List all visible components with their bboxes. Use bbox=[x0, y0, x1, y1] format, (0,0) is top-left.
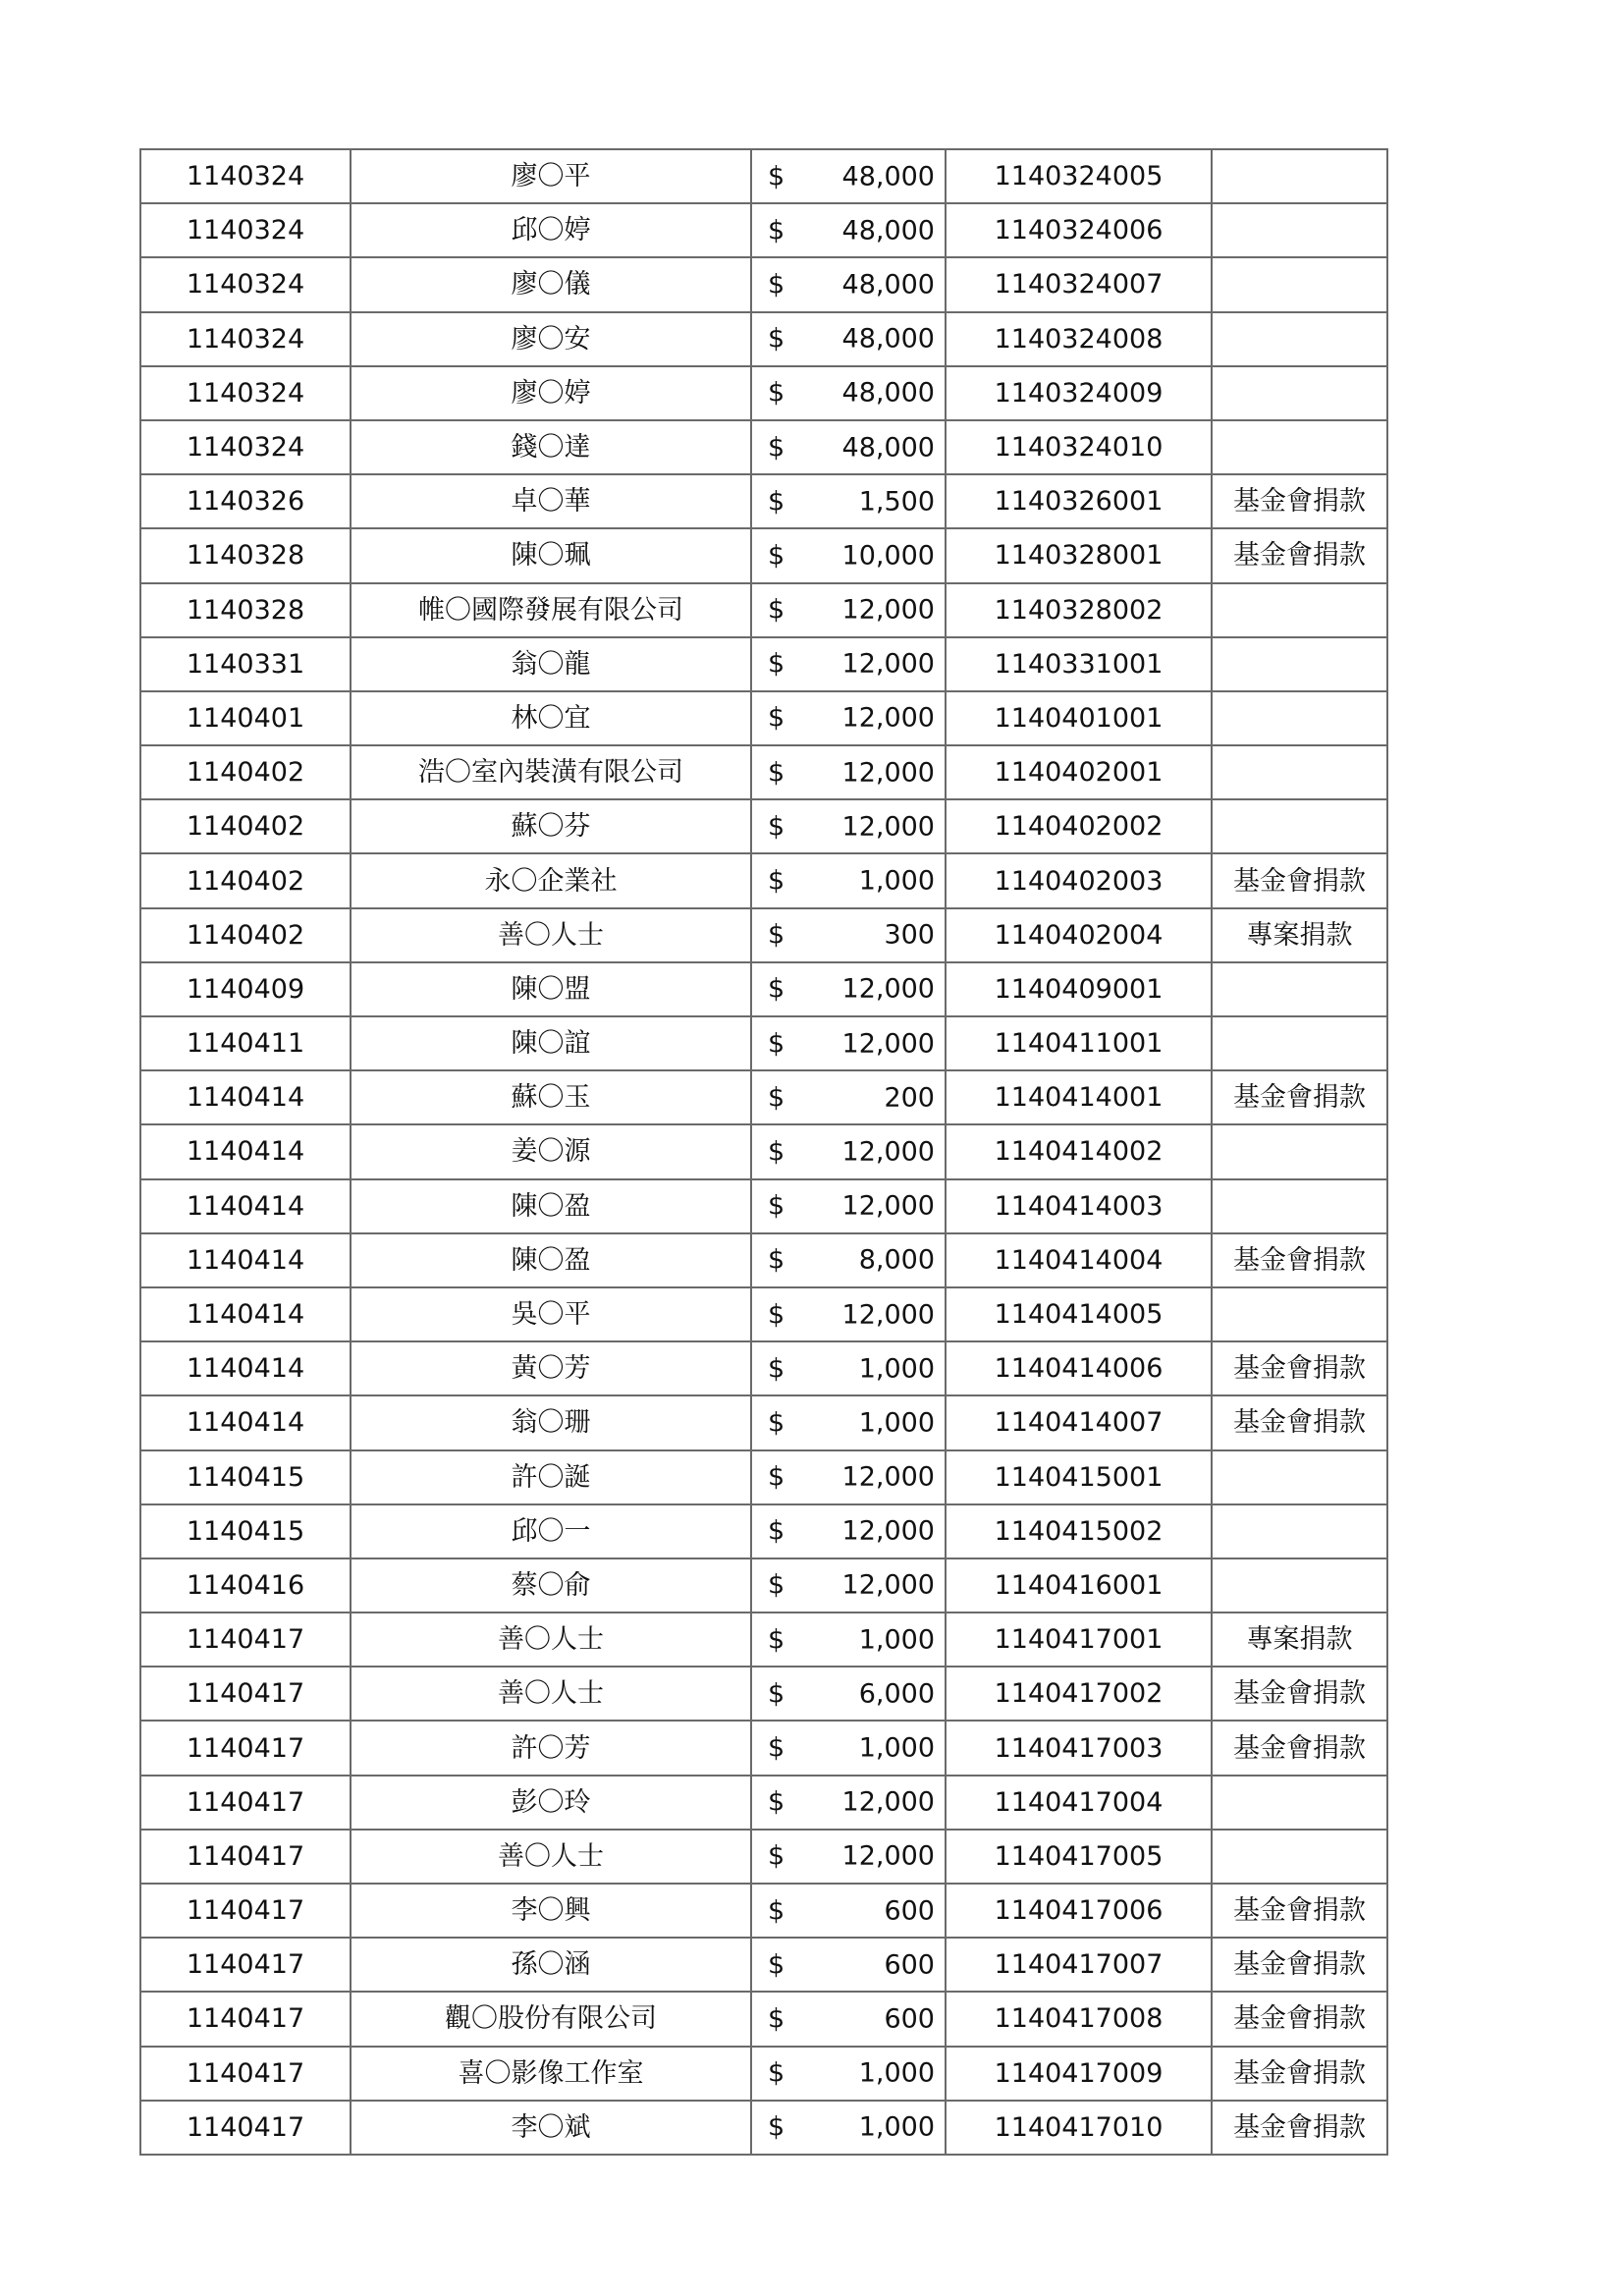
table-row bbox=[140, 2047, 1387, 2101]
currency-symbol: $ bbox=[768, 594, 785, 626]
note-cell: 基金會捐款 bbox=[1212, 1667, 1387, 1721]
donor-name-cell: 觀〇股份有限公司 bbox=[351, 1992, 751, 2046]
note-cell bbox=[1212, 1776, 1387, 1830]
note-cell bbox=[1212, 1504, 1387, 1558]
date-cell: 1140416 bbox=[140, 1558, 351, 1613]
table-row bbox=[140, 1667, 1387, 1721]
amount-cell bbox=[751, 1016, 946, 1070]
date-cell: 1140414 bbox=[140, 1070, 351, 1124]
note-cell bbox=[1212, 420, 1387, 474]
currency-symbol: $ bbox=[768, 1190, 785, 1222]
amount-cell bbox=[751, 1504, 946, 1558]
date-cell: 1140415 bbox=[140, 1504, 351, 1558]
donor-name-cell: 廖〇儀 bbox=[351, 257, 751, 311]
currency-symbol: $ bbox=[768, 1678, 785, 1710]
note-cell: 基金會捐款 bbox=[1212, 1070, 1387, 1124]
receipt-number-cell: 1140414003 bbox=[946, 1179, 1212, 1233]
amount-value: 10,000 bbox=[841, 540, 935, 572]
receipt-number-cell: 1140414004 bbox=[946, 1233, 1212, 1287]
table-row bbox=[140, 853, 1387, 907]
amount-value: 12,000 bbox=[841, 1515, 935, 1547]
receipt-number-cell: 1140417009 bbox=[946, 2047, 1212, 2101]
table-row bbox=[140, 908, 1387, 962]
amount-value: 200 bbox=[884, 1082, 935, 1114]
note-cell bbox=[1212, 312, 1387, 366]
date-cell: 1140414 bbox=[140, 1179, 351, 1233]
date-cell: 1140414 bbox=[140, 1287, 351, 1341]
amount-cell bbox=[751, 1721, 946, 1775]
amount-cell bbox=[751, 853, 946, 907]
date-cell: 1140328 bbox=[140, 583, 351, 637]
date-cell: 1140324 bbox=[140, 420, 351, 474]
donor-name-cell: 邱〇一 bbox=[351, 1504, 751, 1558]
table-row bbox=[140, 1504, 1387, 1558]
amount-cell bbox=[751, 257, 946, 311]
amount-cell bbox=[751, 2101, 946, 2155]
receipt-number-cell: 1140415001 bbox=[946, 1450, 1212, 1504]
table-row bbox=[140, 1233, 1387, 1287]
donor-name-cell: 帷〇國際發展有限公司 bbox=[351, 583, 751, 637]
currency-symbol: $ bbox=[768, 1786, 785, 1818]
currency-symbol: $ bbox=[768, 1569, 785, 1601]
receipt-number-cell: 1140417003 bbox=[946, 1721, 1212, 1775]
donor-name-cell: 廖〇婷 bbox=[351, 366, 751, 420]
date-cell: 1140417 bbox=[140, 1721, 351, 1775]
receipt-number-cell: 1140324009 bbox=[946, 366, 1212, 420]
amount-cell bbox=[751, 1341, 946, 1395]
amount-value: 1,000 bbox=[858, 865, 935, 897]
donor-name-cell: 善〇人士 bbox=[351, 1667, 751, 1721]
donor-name-cell: 陳〇盈 bbox=[351, 1233, 751, 1287]
table-row bbox=[140, 1558, 1387, 1613]
donor-name-cell: 蘇〇玉 bbox=[351, 1070, 751, 1124]
amount-value: 48,000 bbox=[841, 269, 935, 301]
donor-name-cell: 廖〇安 bbox=[351, 312, 751, 366]
table-row bbox=[140, 1938, 1387, 1992]
date-cell: 1140324 bbox=[140, 203, 351, 257]
currency-symbol: $ bbox=[768, 1949, 785, 1981]
date-cell: 1140409 bbox=[140, 962, 351, 1016]
date-cell: 1140324 bbox=[140, 312, 351, 366]
amount-value: 12,000 bbox=[841, 1840, 935, 1872]
table-row bbox=[140, 1776, 1387, 1830]
amount-cell bbox=[751, 962, 946, 1016]
date-cell: 1140328 bbox=[140, 528, 351, 582]
receipt-number-cell: 1140417008 bbox=[946, 1992, 1212, 2046]
currency-symbol: $ bbox=[768, 1353, 785, 1385]
note-cell: 基金會捐款 bbox=[1212, 528, 1387, 582]
amount-value: 12,000 bbox=[841, 1569, 935, 1601]
receipt-number-cell: 1140411001 bbox=[946, 1016, 1212, 1070]
currency-symbol: $ bbox=[768, 1895, 785, 1927]
donor-name-cell: 姜〇源 bbox=[351, 1124, 751, 1178]
donor-name-cell: 蔡〇俞 bbox=[351, 1558, 751, 1613]
receipt-number-cell: 1140414005 bbox=[946, 1287, 1212, 1341]
date-cell: 1140324 bbox=[140, 149, 351, 203]
amount-cell bbox=[751, 1233, 946, 1287]
receipt-number-cell: 1140331001 bbox=[946, 637, 1212, 691]
receipt-number-cell: 1140417010 bbox=[946, 2101, 1212, 2155]
table-row bbox=[140, 474, 1387, 528]
date-cell: 1140411 bbox=[140, 1016, 351, 1070]
date-cell: 1140414 bbox=[140, 1341, 351, 1395]
amount-cell bbox=[751, 908, 946, 962]
amount-value: 12,000 bbox=[841, 1136, 935, 1168]
table-row bbox=[140, 1830, 1387, 1884]
donor-name-cell: 翁〇珊 bbox=[351, 1395, 751, 1449]
table-row bbox=[140, 745, 1387, 799]
date-cell: 1140417 bbox=[140, 1830, 351, 1884]
date-cell: 1140402 bbox=[140, 908, 351, 962]
amount-value: 600 bbox=[884, 1895, 935, 1927]
table-row bbox=[140, 1287, 1387, 1341]
table-row bbox=[140, 1992, 1387, 2046]
note-cell bbox=[1212, 962, 1387, 1016]
amount-cell bbox=[751, 799, 946, 853]
currency-symbol: $ bbox=[768, 269, 785, 301]
table-row bbox=[140, 2101, 1387, 2155]
currency-symbol: $ bbox=[768, 1407, 785, 1439]
amount-cell bbox=[751, 583, 946, 637]
amount-cell bbox=[751, 312, 946, 366]
amount-cell bbox=[751, 1124, 946, 1178]
note-cell: 基金會捐款 bbox=[1212, 1992, 1387, 2046]
amount-value: 48,000 bbox=[841, 215, 935, 246]
date-cell: 1140417 bbox=[140, 2047, 351, 2101]
date-cell: 1140402 bbox=[140, 799, 351, 853]
date-cell: 1140414 bbox=[140, 1395, 351, 1449]
amount-value: 600 bbox=[884, 1949, 935, 1981]
date-cell: 1140417 bbox=[140, 2101, 351, 2155]
donor-name-cell: 邱〇婷 bbox=[351, 203, 751, 257]
note-cell: 基金會捐款 bbox=[1212, 1341, 1387, 1395]
table-row bbox=[140, 637, 1387, 691]
currency-symbol: $ bbox=[768, 1028, 785, 1060]
donor-name-cell: 吳〇平 bbox=[351, 1287, 751, 1341]
amount-value: 12,000 bbox=[841, 1786, 935, 1818]
amount-cell bbox=[751, 1938, 946, 1992]
receipt-number-cell: 1140402002 bbox=[946, 799, 1212, 853]
amount-value: 12,000 bbox=[841, 594, 935, 626]
amount-value: 48,000 bbox=[841, 323, 935, 355]
amount-cell bbox=[751, 637, 946, 691]
amount-value: 1,000 bbox=[858, 1407, 935, 1439]
amount-cell bbox=[751, 691, 946, 745]
receipt-number-cell: 1140417005 bbox=[946, 1830, 1212, 1884]
donor-name-cell: 善〇人士 bbox=[351, 908, 751, 962]
receipt-number-cell: 1140324005 bbox=[946, 149, 1212, 203]
amount-cell bbox=[751, 1070, 946, 1124]
table-row bbox=[140, 257, 1387, 311]
note-cell: 基金會捐款 bbox=[1212, 1938, 1387, 1992]
table-row bbox=[140, 312, 1387, 366]
amount-value: 48,000 bbox=[841, 377, 935, 409]
table-row bbox=[140, 691, 1387, 745]
amount-cell bbox=[751, 1830, 946, 1884]
table-row bbox=[140, 1884, 1387, 1938]
amount-value: 300 bbox=[884, 919, 935, 951]
note-cell bbox=[1212, 203, 1387, 257]
amount-cell bbox=[751, 1992, 946, 2046]
currency-symbol: $ bbox=[768, 1299, 785, 1331]
currency-symbol: $ bbox=[768, 757, 785, 789]
amount-value: 1,500 bbox=[858, 486, 935, 518]
amount-cell bbox=[751, 745, 946, 799]
table-row bbox=[140, 420, 1387, 474]
currency-symbol: $ bbox=[768, 702, 785, 734]
date-cell: 1140331 bbox=[140, 637, 351, 691]
date-cell: 1140417 bbox=[140, 1613, 351, 1667]
table-row bbox=[140, 583, 1387, 637]
donor-name-cell: 翁〇龍 bbox=[351, 637, 751, 691]
amount-value: 12,000 bbox=[841, 1190, 935, 1222]
amount-value: 12,000 bbox=[841, 973, 935, 1005]
donation-ledger-table bbox=[139, 148, 1388, 2156]
note-cell bbox=[1212, 745, 1387, 799]
receipt-number-cell: 1140414001 bbox=[946, 1070, 1212, 1124]
note-cell bbox=[1212, 1287, 1387, 1341]
amount-cell bbox=[751, 420, 946, 474]
receipt-number-cell: 1140417001 bbox=[946, 1613, 1212, 1667]
donor-name-cell: 善〇人士 bbox=[351, 1613, 751, 1667]
note-cell bbox=[1212, 1016, 1387, 1070]
table-row bbox=[140, 1179, 1387, 1233]
receipt-number-cell: 1140402004 bbox=[946, 908, 1212, 962]
note-cell: 基金會捐款 bbox=[1212, 1395, 1387, 1449]
amount-value: 12,000 bbox=[841, 1461, 935, 1493]
currency-symbol: $ bbox=[768, 323, 785, 355]
table-row bbox=[140, 1721, 1387, 1775]
receipt-number-cell: 1140324008 bbox=[946, 312, 1212, 366]
receipt-number-cell: 1140324007 bbox=[946, 257, 1212, 311]
donor-name-cell: 彭〇玲 bbox=[351, 1776, 751, 1830]
amount-cell bbox=[751, 1395, 946, 1449]
currency-symbol: $ bbox=[768, 2111, 785, 2143]
donor-name-cell: 浩〇室內裝潢有限公司 bbox=[351, 745, 751, 799]
note-cell bbox=[1212, 1830, 1387, 1884]
date-cell: 1140324 bbox=[140, 366, 351, 420]
amount-value: 12,000 bbox=[841, 702, 935, 734]
note-cell bbox=[1212, 366, 1387, 420]
table-row bbox=[140, 149, 1387, 203]
currency-symbol: $ bbox=[768, 161, 785, 192]
amount-value: 1,000 bbox=[858, 2111, 935, 2143]
donor-name-cell: 錢〇達 bbox=[351, 420, 751, 474]
table-row bbox=[140, 1450, 1387, 1504]
note-cell: 基金會捐款 bbox=[1212, 2047, 1387, 2101]
donor-name-cell: 許〇芳 bbox=[351, 1721, 751, 1775]
receipt-number-cell: 1140414007 bbox=[946, 1395, 1212, 1449]
note-cell: 專案捐款 bbox=[1212, 1613, 1387, 1667]
donor-name-cell: 陳〇盟 bbox=[351, 962, 751, 1016]
donor-name-cell: 孫〇涵 bbox=[351, 1938, 751, 1992]
table-row bbox=[140, 1395, 1387, 1449]
currency-symbol: $ bbox=[768, 1624, 785, 1656]
donor-name-cell: 李〇興 bbox=[351, 1884, 751, 1938]
donor-name-cell: 蘇〇芬 bbox=[351, 799, 751, 853]
table-row bbox=[140, 1341, 1387, 1395]
amount-value: 1,000 bbox=[858, 1624, 935, 1656]
receipt-number-cell: 1140417002 bbox=[946, 1667, 1212, 1721]
donor-name-cell: 李〇斌 bbox=[351, 2101, 751, 2155]
amount-value: 12,000 bbox=[841, 757, 935, 789]
date-cell: 1140402 bbox=[140, 853, 351, 907]
receipt-number-cell: 1140328001 bbox=[946, 528, 1212, 582]
amount-value: 48,000 bbox=[841, 432, 935, 464]
currency-symbol: $ bbox=[768, 811, 785, 843]
currency-symbol: $ bbox=[768, 648, 785, 680]
note-cell bbox=[1212, 1179, 1387, 1233]
currency-symbol: $ bbox=[768, 919, 785, 951]
currency-symbol: $ bbox=[768, 1515, 785, 1547]
donor-name-cell: 陳〇誼 bbox=[351, 1016, 751, 1070]
donor-name-cell: 廖〇平 bbox=[351, 149, 751, 203]
receipt-number-cell: 1140326001 bbox=[946, 474, 1212, 528]
table-row bbox=[140, 1070, 1387, 1124]
amount-cell bbox=[751, 1776, 946, 1830]
amount-value: 1,000 bbox=[858, 1353, 935, 1385]
ledger-body bbox=[140, 149, 1387, 2155]
table-row bbox=[140, 528, 1387, 582]
date-cell: 1140417 bbox=[140, 1667, 351, 1721]
date-cell: 1140417 bbox=[140, 1992, 351, 2046]
currency-symbol: $ bbox=[768, 540, 785, 572]
amount-cell bbox=[751, 1179, 946, 1233]
note-cell: 基金會捐款 bbox=[1212, 1721, 1387, 1775]
receipt-number-cell: 1140414006 bbox=[946, 1341, 1212, 1395]
note-cell bbox=[1212, 1558, 1387, 1613]
note-cell bbox=[1212, 799, 1387, 853]
note-cell bbox=[1212, 1124, 1387, 1178]
amount-value: 1,000 bbox=[858, 1732, 935, 1764]
amount-value: 1,000 bbox=[858, 2057, 935, 2089]
note-cell: 基金會捐款 bbox=[1212, 853, 1387, 907]
donor-name-cell: 黃〇芳 bbox=[351, 1341, 751, 1395]
amount-cell bbox=[751, 2047, 946, 2101]
amount-value: 12,000 bbox=[841, 1028, 935, 1060]
donor-name-cell: 永〇企業社 bbox=[351, 853, 751, 907]
donor-name-cell: 喜〇影像工作室 bbox=[351, 2047, 751, 2101]
amount-cell bbox=[751, 1450, 946, 1504]
amount-cell bbox=[751, 149, 946, 203]
amount-value: 48,000 bbox=[841, 161, 935, 192]
date-cell: 1140415 bbox=[140, 1450, 351, 1504]
currency-symbol: $ bbox=[768, 973, 785, 1005]
receipt-number-cell: 1140402001 bbox=[946, 745, 1212, 799]
table-row bbox=[140, 1613, 1387, 1667]
currency-symbol: $ bbox=[768, 432, 785, 464]
receipt-number-cell: 1140416001 bbox=[946, 1558, 1212, 1613]
date-cell: 1140417 bbox=[140, 1938, 351, 1992]
amount-cell bbox=[751, 203, 946, 257]
amount-cell bbox=[751, 474, 946, 528]
currency-symbol: $ bbox=[768, 377, 785, 409]
note-cell: 專案捐款 bbox=[1212, 908, 1387, 962]
currency-symbol: $ bbox=[768, 1732, 785, 1764]
date-cell: 1140402 bbox=[140, 745, 351, 799]
receipt-number-cell: 1140324010 bbox=[946, 420, 1212, 474]
receipt-number-cell: 1140414002 bbox=[946, 1124, 1212, 1178]
donor-name-cell: 林〇宜 bbox=[351, 691, 751, 745]
table-row bbox=[140, 962, 1387, 1016]
donor-name-cell: 陳〇盈 bbox=[351, 1179, 751, 1233]
note-cell: 基金會捐款 bbox=[1212, 474, 1387, 528]
amount-cell bbox=[751, 1613, 946, 1667]
note-cell: 基金會捐款 bbox=[1212, 1233, 1387, 1287]
note-cell bbox=[1212, 637, 1387, 691]
note-cell bbox=[1212, 583, 1387, 637]
receipt-number-cell: 1140409001 bbox=[946, 962, 1212, 1016]
receipt-number-cell: 1140417004 bbox=[946, 1776, 1212, 1830]
amount-cell bbox=[751, 528, 946, 582]
table-row bbox=[140, 366, 1387, 420]
table-row bbox=[140, 799, 1387, 853]
date-cell: 1140401 bbox=[140, 691, 351, 745]
currency-symbol: $ bbox=[768, 1082, 785, 1114]
receipt-number-cell: 1140401001 bbox=[946, 691, 1212, 745]
receipt-number-cell: 1140415002 bbox=[946, 1504, 1212, 1558]
date-cell: 1140417 bbox=[140, 1884, 351, 1938]
note-cell: 基金會捐款 bbox=[1212, 1884, 1387, 1938]
date-cell: 1140414 bbox=[140, 1124, 351, 1178]
donor-name-cell: 善〇人士 bbox=[351, 1830, 751, 1884]
amount-value: 12,000 bbox=[841, 1299, 935, 1331]
date-cell: 1140324 bbox=[140, 257, 351, 311]
amount-cell bbox=[751, 1884, 946, 1938]
table-row bbox=[140, 203, 1387, 257]
receipt-number-cell: 1140328002 bbox=[946, 583, 1212, 637]
amount-value: 600 bbox=[884, 2003, 935, 2035]
receipt-number-cell: 1140417006 bbox=[946, 1884, 1212, 1938]
note-cell bbox=[1212, 1450, 1387, 1504]
amount-value: 12,000 bbox=[841, 811, 935, 843]
receipt-number-cell: 1140324006 bbox=[946, 203, 1212, 257]
date-cell: 1140326 bbox=[140, 474, 351, 528]
currency-symbol: $ bbox=[768, 1461, 785, 1493]
currency-symbol: $ bbox=[768, 1136, 785, 1168]
note-cell bbox=[1212, 257, 1387, 311]
donor-name-cell: 許〇誕 bbox=[351, 1450, 751, 1504]
amount-cell bbox=[751, 1667, 946, 1721]
currency-symbol: $ bbox=[768, 1244, 785, 1276]
date-cell: 1140417 bbox=[140, 1776, 351, 1830]
amount-cell bbox=[751, 1558, 946, 1613]
table-row bbox=[140, 1016, 1387, 1070]
amount-value: 12,000 bbox=[841, 648, 935, 680]
receipt-number-cell: 1140402003 bbox=[946, 853, 1212, 907]
note-cell bbox=[1212, 149, 1387, 203]
receipt-number-cell: 1140417007 bbox=[946, 1938, 1212, 1992]
note-cell bbox=[1212, 691, 1387, 745]
currency-symbol: $ bbox=[768, 486, 785, 518]
currency-symbol: $ bbox=[768, 2057, 785, 2089]
note-cell: 基金會捐款 bbox=[1212, 2101, 1387, 2155]
date-cell: 1140414 bbox=[140, 1233, 351, 1287]
donor-name-cell: 卓〇華 bbox=[351, 474, 751, 528]
amount-value: 6,000 bbox=[858, 1678, 935, 1710]
amount-cell bbox=[751, 366, 946, 420]
amount-cell bbox=[751, 1287, 946, 1341]
currency-symbol: $ bbox=[768, 865, 785, 897]
currency-symbol: $ bbox=[768, 2003, 785, 2035]
currency-symbol: $ bbox=[768, 215, 785, 246]
table-row bbox=[140, 1124, 1387, 1178]
currency-symbol: $ bbox=[768, 1840, 785, 1872]
donor-name-cell: 陳〇珮 bbox=[351, 528, 751, 582]
amount-value: 8,000 bbox=[858, 1244, 935, 1276]
